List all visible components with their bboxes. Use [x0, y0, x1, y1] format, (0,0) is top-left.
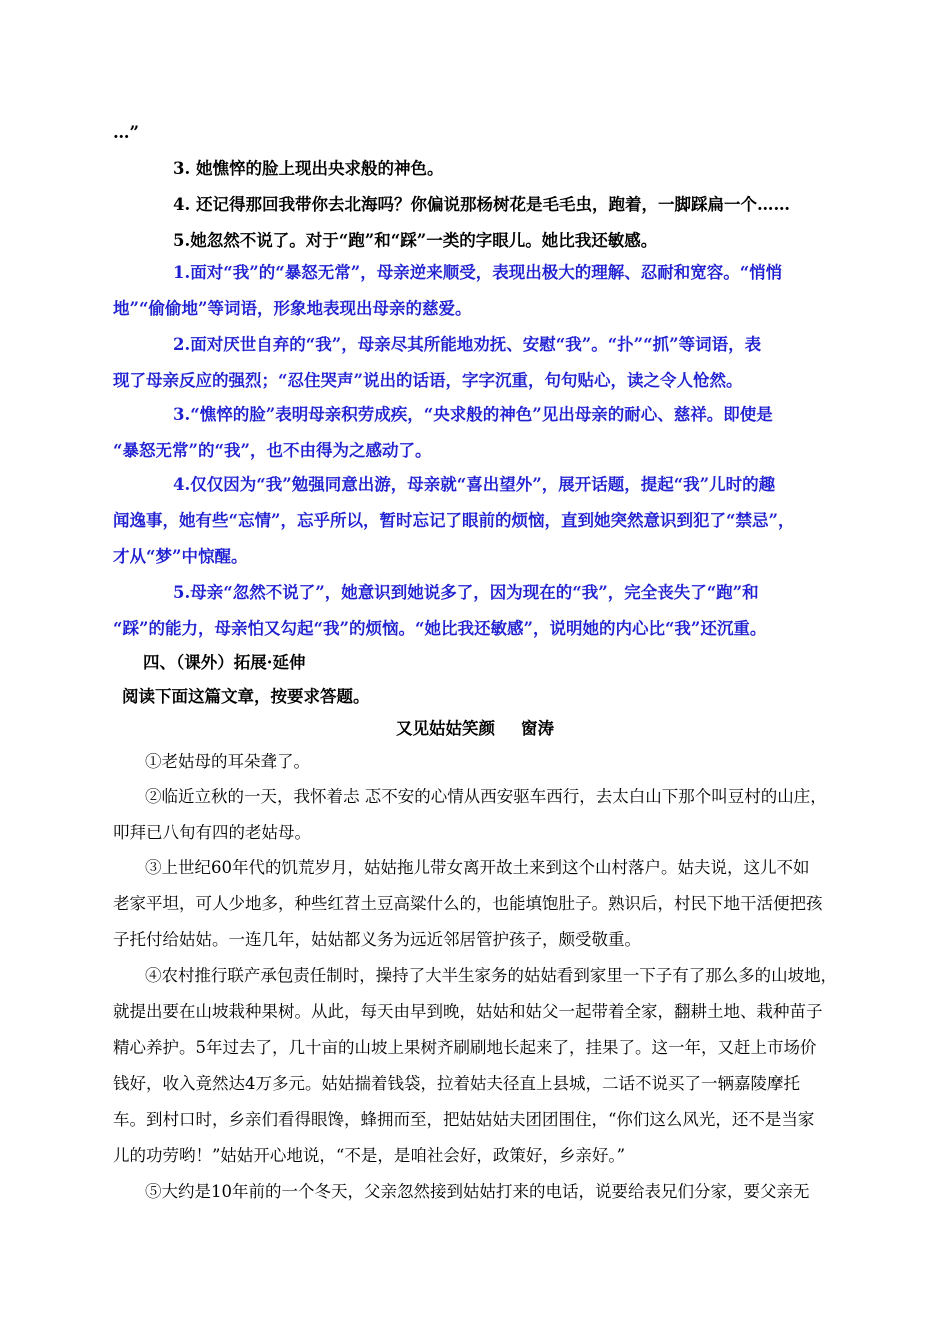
answer-4-line-3: 才从“梦”中惊醒。 [113, 547, 248, 566]
answer-2-line-1: 2.面对厌世自弃的“我”，母亲尽其所能地劝抚、安慰“我”。“扑”“抓”等词语，表 [173, 335, 762, 354]
sentence-3: 3. 她憔悴的脸上现出央求般的神色。 [173, 159, 444, 178]
article-line: ①老姑母的耳朵聋了。 [145, 752, 310, 771]
article-line: 车。到村口时，乡亲们看得眼馋，蜂拥而至，把姑姑姑夫团团围住，“你们这么风光，还不是当家 [113, 1110, 815, 1129]
section-heading: 四、（课外）拓展·延伸 [143, 653, 306, 672]
article-title: 又见姑姑笑颜 [396, 719, 495, 738]
article-line: ②临近立秋的一天，我怀着忐 忑不安的心情从西安驱车西行，去太白山下那个叫豆村的山庄， [145, 787, 827, 806]
sentence-4: 4. 还记得那回我带你去北海吗？你偏说那杨树花是毛毛虫，跑着，一脚踩扁一个…… [173, 195, 790, 214]
article-line: ⑤大约是10年前的一个冬天，父亲忽然接到姑姑打来的电话，说要给表兄们分家，要父亲无 [145, 1182, 810, 1201]
answer-3-line-2: “暴怒无常”的“我”，也不由得为之感动了。 [113, 441, 432, 460]
article-line: 钱好，收入竟然达4万多元。姑姑揣着钱袋，拉着姑夫径直上县城，二话不说买了一辆嘉陵摩托 [113, 1074, 800, 1093]
article-line: ③上世纪60年代的饥荒岁月，姑姑拖儿带女离开故土来到这个山村落户。姑夫说，这儿不如 [145, 858, 810, 877]
article-line: 精心养护。5年过去了，几十亩的山坡上果树齐刷刷地长起来了，挂果了。这一年，又赶上市场价 [113, 1038, 817, 1057]
article-line: ④农村推行联产承包责任制时，操持了大半生家务的姑姑看到家里一下子有了那么多的山坡地， [145, 966, 838, 985]
answer-1-line-2: 地”“偷偷地”等词语，形象地表现出母亲的慈爱。 [113, 299, 472, 318]
article-line: 儿的功劳哟！”姑姑开心地说，“不是，是咱社会好，政策好，乡亲好。” [113, 1146, 626, 1165]
answer-5-line-2: “踩”的能力，母亲怕又勾起“我”的烦恼。“她比我还敏感”，说明她的内心比“我”还沉重。 [113, 619, 767, 638]
answer-1-line-1: 1.面对“我”的“暴怒无常”，母亲逆来顺受，表现出极大的理解、忍耐和宽容。“悄悄 [173, 263, 783, 282]
answer-2-line-2: 现了母亲反应的强烈；“忍住哭声”说出的话语，字字沉重，句句贴心，读之令人怆然。 [113, 371, 743, 390]
sentence-5: 5.她忽然不说了。对于“跑”和“踩”一类的字眼儿。她比我还敏感。 [173, 231, 658, 250]
answer-3-line-1: 3.“憔悴的脸”表明母亲积劳成疾，“央求般的神色”见出母亲的耐心、慈祥。即使是 [173, 405, 773, 424]
answer-5-line-1: 5.母亲“忽然不说了”，她意识到她说多了，因为现在的“我”，完全丧失了“跑”和 [173, 583, 759, 602]
article-line: 子托付给姑姑。一连几年，姑姑都义务为远近邻居管护孩子，颇受敬重。 [113, 930, 641, 949]
article-line: 就提出要在山坡栽种果树。从此，每天由早到晚，姑姑和姑父一起带着全家，翻耕土地、栽种苗子 [113, 1002, 823, 1021]
answer-4-line-2: 闻逸事，她有些“忘情”，忘乎所以，暂时忘记了眼前的烦恼，直到她突然意识到犯了“禁忌”， [113, 511, 795, 530]
article-line: 叩拜已八旬有四的老姑母。 [113, 823, 311, 842]
section-instruction: 阅读下面这篇文章，按要求答题。 [122, 687, 370, 706]
article-author: 窗涛 [521, 719, 554, 738]
answer-4-line-1: 4.仅仅因为“我”勉强同意出游，母亲就“喜出望外”，展开话题，提起“我”儿时的趣 [173, 475, 776, 494]
article-line: 老家平坦，可人少地多，种些红苕土豆高粱什么的，也能填饱肚子。熟识后，村民下地干活便把孩 [113, 894, 823, 913]
sentence-continuation: …” [113, 123, 139, 142]
